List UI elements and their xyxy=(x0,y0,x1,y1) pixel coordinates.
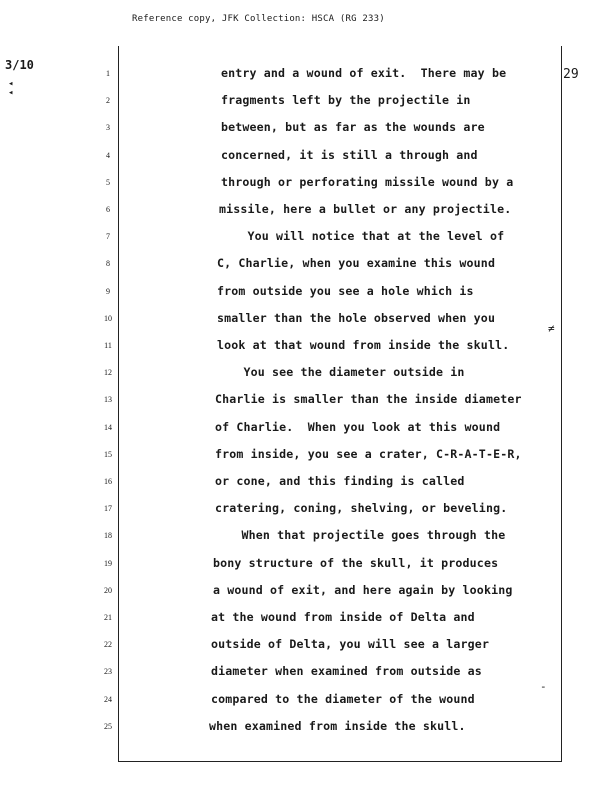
margin-dash-mark: - xyxy=(540,680,547,693)
transcript-line: fragments left by the projectile in xyxy=(221,93,471,108)
transcript-line: bony structure of the skull, it produces xyxy=(213,555,499,570)
page-number: 29 xyxy=(563,67,579,82)
transcript-line: between, but as far as the wounds are xyxy=(221,120,485,135)
line-number: 2 xyxy=(106,96,110,106)
transcript-line: at the wound from inside of Delta and xyxy=(211,610,475,624)
transcript-line: a wound of exit, and here again by looking xyxy=(213,582,513,597)
transcript-line: C, Charlie, when you examine this wound xyxy=(217,256,496,271)
line-number: 14 xyxy=(104,422,112,432)
transcript-line: You will notice that at the level of xyxy=(219,229,505,244)
line-number: 4 xyxy=(106,150,110,160)
transcript-line: through or perforating missile wound by a xyxy=(221,174,514,189)
line-number: 17 xyxy=(104,504,112,514)
transcript-line: You see the diameter outside in xyxy=(215,365,465,380)
line-number: 6 xyxy=(106,205,110,214)
transcript-line: of Charlie. When you look at this wound xyxy=(215,419,501,434)
transcript-line: outside of Delta, you will see a larger xyxy=(211,637,490,652)
line-number: 13 xyxy=(104,395,112,405)
line-number: 21 xyxy=(104,613,112,622)
line-number: 10 xyxy=(104,313,112,323)
margin-arrow-marks: ◂ ◂ xyxy=(8,79,14,98)
line-number: 20 xyxy=(104,585,112,595)
transcript-line: cratering, coning, shelving, or beveling. xyxy=(215,501,508,516)
archive-reference-header: Reference copy, JFK Collection: HSCA (RG 233) xyxy=(132,14,385,24)
line-number: 22 xyxy=(104,640,112,650)
line-number: 25 xyxy=(104,721,112,731)
margin-tick-mark: ≠ xyxy=(548,322,555,335)
transcript-line: When that projectile goes through the xyxy=(213,528,506,543)
transcript-line: smaller than the hole observed when you xyxy=(217,310,496,325)
line-number: 1 xyxy=(106,69,110,78)
transcript-line: compared to the diameter of the wound xyxy=(211,691,475,706)
transcript-line: when examined from inside the skull. xyxy=(209,718,466,733)
transcript-line: missile, here a bullet or any projectile. xyxy=(219,202,512,216)
transcript-line: diameter when examined from outside as xyxy=(211,664,482,679)
line-number: 12 xyxy=(104,368,112,378)
line-number: 5 xyxy=(106,177,110,187)
line-number: 9 xyxy=(106,286,110,296)
transcript-line: from outside you see a hole which is xyxy=(217,283,474,298)
transcript-line: from inside, you see a crater, C-R-A-T-E-R, xyxy=(215,446,522,461)
handwritten-date-mark: 3/10 xyxy=(5,58,34,72)
line-number: 7 xyxy=(106,232,110,242)
line-number: 23 xyxy=(104,667,112,677)
line-number: 19 xyxy=(104,558,112,568)
line-number: 15 xyxy=(104,449,112,459)
transcript-line: look at that wound from inside the skull. xyxy=(217,338,510,352)
transcript-line: or cone, and this finding is called xyxy=(215,474,465,488)
transcript-line: concerned, it is still a through and xyxy=(221,147,478,162)
line-number: 3 xyxy=(106,123,110,133)
line-number: 24 xyxy=(104,694,112,704)
line-number: 16 xyxy=(104,477,112,486)
transcript-line: Charlie is smaller than the inside diameter xyxy=(215,392,522,407)
line-number: 8 xyxy=(106,259,110,269)
line-number: 11 xyxy=(104,341,112,350)
transcript-line: entry and a wound of exit. There may be xyxy=(221,66,507,80)
line-number: 18 xyxy=(104,531,112,541)
